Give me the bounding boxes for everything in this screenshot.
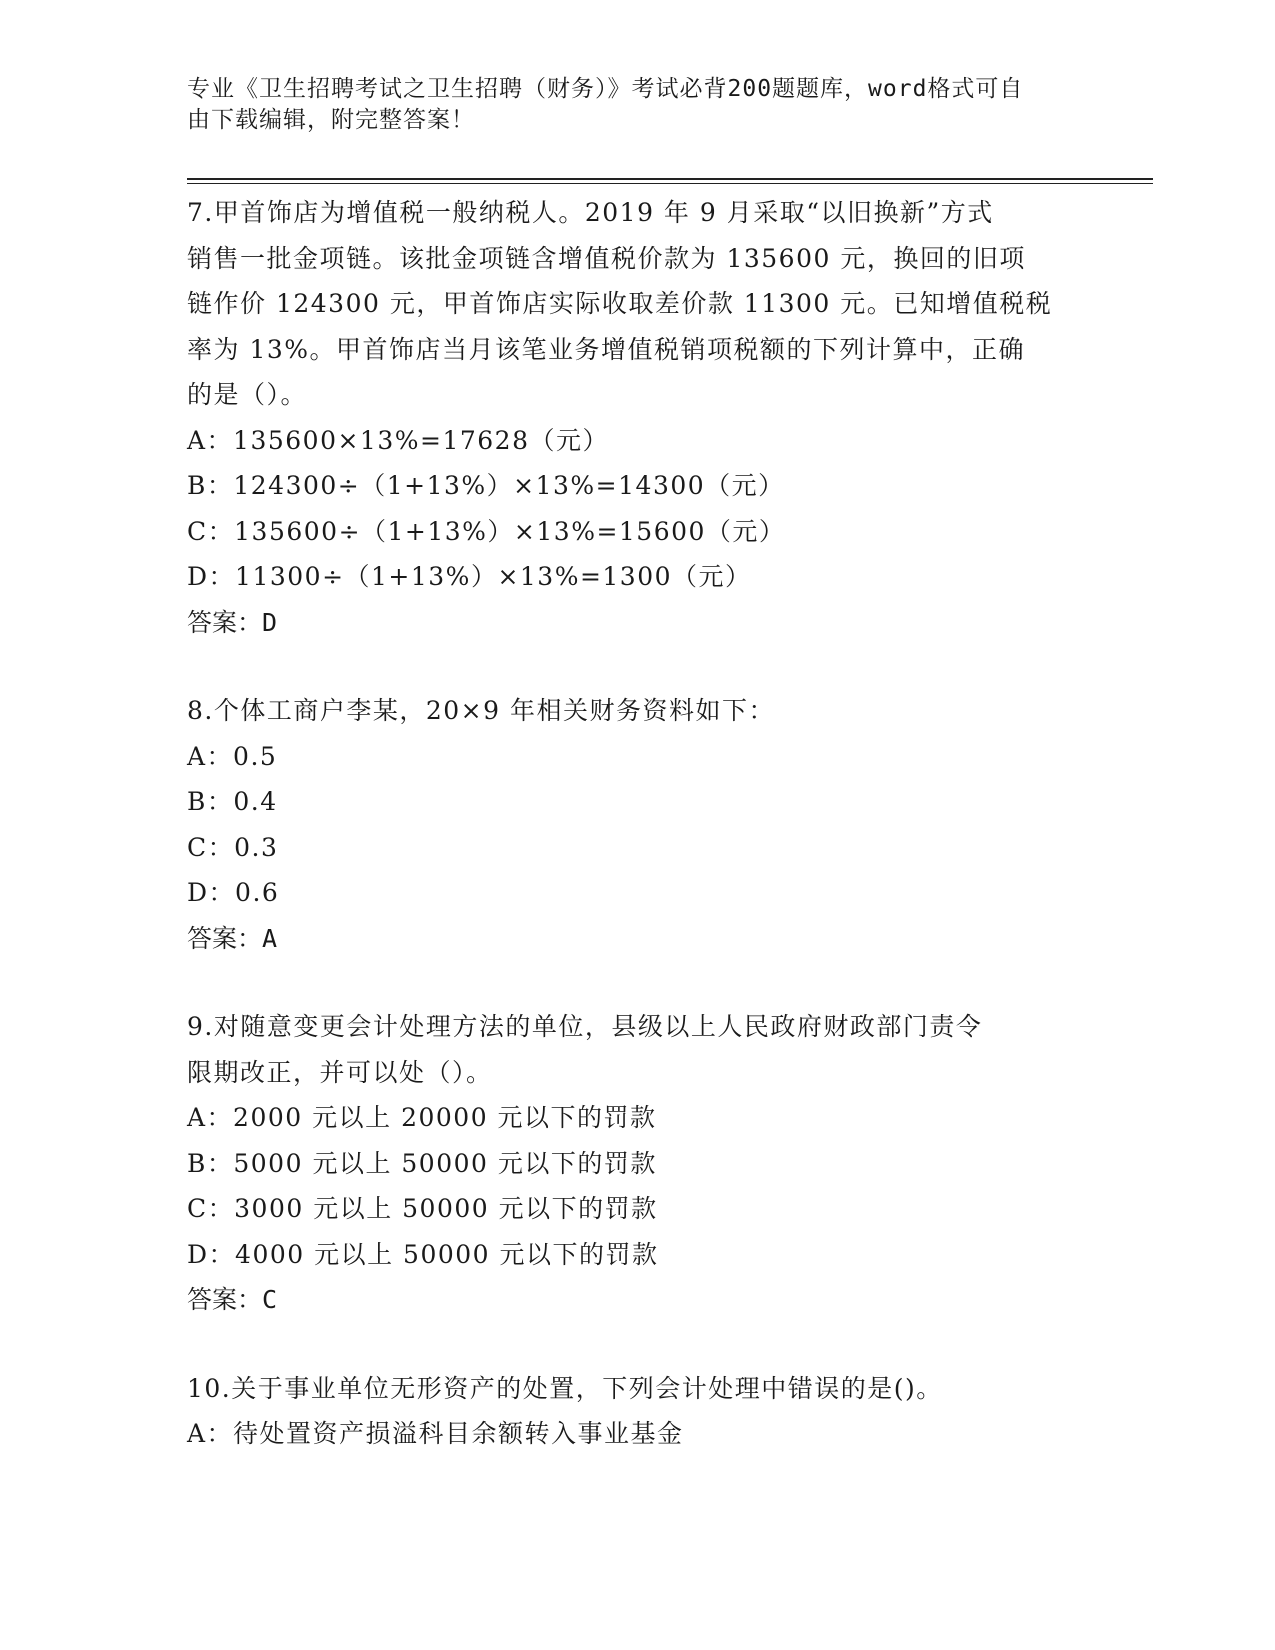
question-stem-line: 8.个体工商户李某，20×9 年相关财务资料如下： [187,696,775,725]
option-a: A：2000 元以上 20000 元以下的罚款 [187,1103,657,1132]
question-stem-line: 9.对随意变更会计处理方法的单位，县级以上人民政府财政部门责令 [187,1012,983,1041]
answer-line: 答案：D [187,607,278,637]
question-stem-line: 链作价 124300 元，甲首饰店实际收取差价款 11300 元。已知增值税税 [187,289,1053,318]
question-10 [187,1366,1087,1457]
question-9 [187,1004,1087,1323]
question-stem-line: 销售一批金项链。该批金项链含增值税价款为 135600 元，换回的旧项 [187,243,1026,273]
option-d: D：0.6 [187,878,280,907]
header-divider-thin [187,183,1153,184]
option-b: B：124300÷（1+13%）×13%=14300（元） [187,471,785,500]
header-divider [187,178,1153,180]
question-stem-line: 7.甲首饰店为增值税一般纳税人。2019 年 9 月采取“以旧换新”方式 [187,198,994,227]
answer-line: 答案：A [187,923,278,953]
question-list [187,190,1087,1500]
question-8 [187,688,1087,961]
question-stem-line: 10.关于事业单位无形资产的处置，下列会计处理中错误的是()。 [187,1373,943,1403]
header-line: 专业《卫生招聘考试之卫生招聘（财务）》考试必背200题题库，word格式可自 [187,76,1024,102]
option-d: D：11300÷（1+13%）×13%=1300（元） [187,562,752,591]
question-stem-line: 率为 13%。甲首饰店当月该笔业务增值税销项税额的下列计算中，正确 [187,334,1026,364]
question-stem-line: 的是（）。 [187,380,308,409]
option-d: D：4000 元以上 50000 元以下的罚款 [187,1239,659,1269]
option-a: A：0.5 [187,741,278,771]
option-a: A：135600×13%=17628（元） [187,425,609,455]
header-line: 由下载编辑，附完整答案！ [187,107,475,133]
question-stem-line: 限期改正，并可以处（）。 [187,1057,493,1087]
question-7 [187,190,1087,645]
option-c: C：3000 元以上 50000 元以下的罚款 [187,1194,658,1223]
option-b: B：0.4 [187,787,278,816]
option-a: A：待处置资产损溢科目余额转入事业基金 [187,1419,684,1448]
option-c: C：135600÷（1+13%）×13%=15600（元） [187,516,786,546]
option-b: B：5000 元以上 50000 元以下的罚款 [187,1148,657,1178]
answer-line: 答案：C [187,1285,278,1314]
document-header [187,74,1067,136]
option-c: C：0.3 [187,832,279,862]
